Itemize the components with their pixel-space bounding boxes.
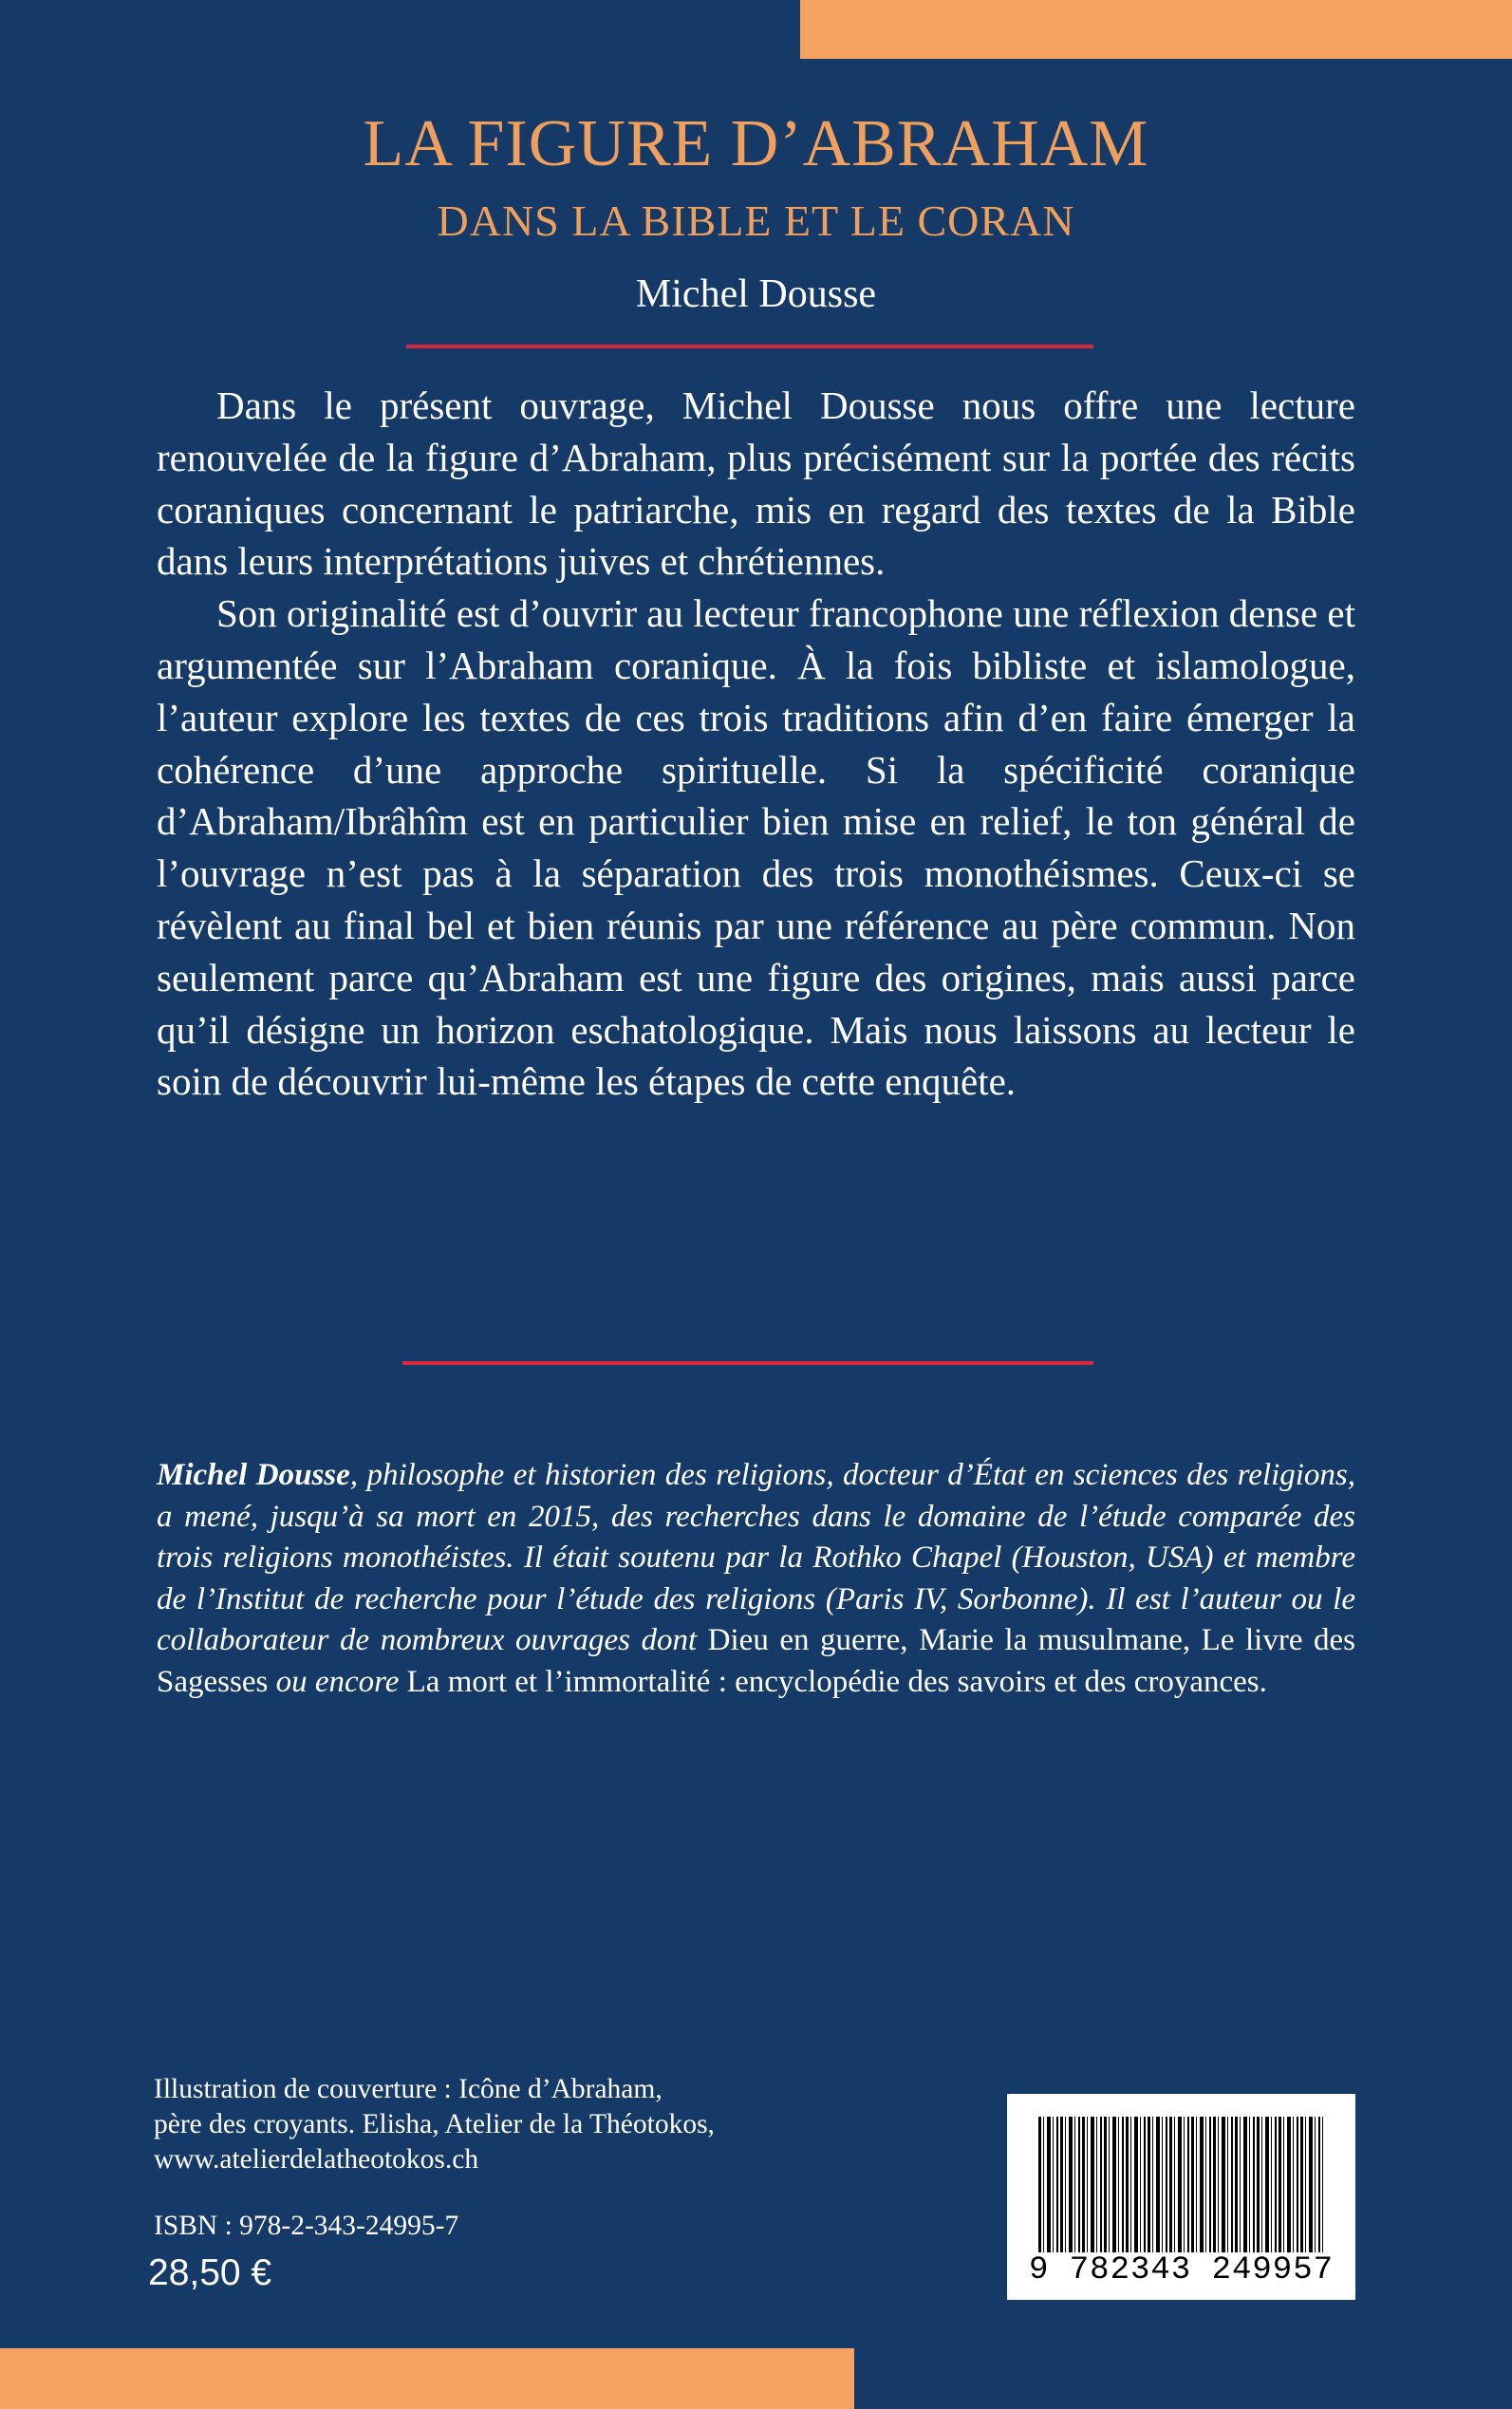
bottom-accent-bar <box>0 2348 854 2409</box>
bio-author-name: Michel Dousse <box>157 1458 350 1492</box>
barcode <box>1007 2094 1355 2300</box>
book-title: LA FIGURE D’ABRAHAM <box>363 107 1149 180</box>
red-divider-bottom <box>402 1361 1093 1365</box>
book-subtitle: DANS LA BIBLE ET LE CORAN <box>437 196 1075 245</box>
author-name: Michel Dousse <box>635 272 877 316</box>
bio-connector: ou encore <box>268 1664 407 1699</box>
price: 28,50 € <box>148 2252 272 2293</box>
bio-book-title: La mort et l’immortalité : encyclopédie des savoirs et des croyances <box>406 1664 1260 1699</box>
bio-end: . <box>1259 1664 1267 1699</box>
author-biography <box>157 1455 1355 1703</box>
credit-line: Illustration de couverture : Icône d’Abraham, <box>154 2074 663 2104</box>
blurb-paragraph: Dans le présent ouvrage, Michel Dousse nous offre une lecture renouvelée de la figure d’Abraham, plus précisément sur la portée des récits coraniques concernant le patriarche, mis en regard des textes de la Bible dans leurs interprétations juives et chrétiennes. <box>157 383 1355 584</box>
isbn: ISBN : 978-2-343-24995-7 <box>154 2211 459 2241</box>
bio-book-titles: Dieu en guerre, Marie la musulmane, Le livre des Sagesses <box>157 1623 1355 1699</box>
top-accent-bar <box>800 0 1512 59</box>
blurb-paragraph: Son originalité est d’ouvrir au lecteur francophone une réflexion dense et argumentée sur l’Abraham coranique. À la fois bibliste et islamologue, l’auteur explore les textes de ces trois traditions afin d’en faire émerger la cohérence d’une approche spirituelle. Si la spécificité coranique d’Abraham/Ibrâhîm est en particulier bien mise en relief, le ton général de l’ouvrage n’est pas à la séparation des trois monothéismes. Ceux-ci se révèlent au final bel et bien réunis par une référence au père commun. Non seulement parce qu’Abraham est une figure des origines, mais aussi parce qu’il désigne un horizon eschatologique. Mais nous laissons au lecteur le soin de découvrir lui-même les étapes de cette enquête. <box>157 591 1355 1104</box>
barcode-bars <box>1038 2117 1323 2252</box>
blurb <box>157 380 1355 1108</box>
credit-url: www.atelierdelatheotokos.ch <box>154 2144 479 2175</box>
credit-line: père des croyants. Elisha, Atelier de la Théotokos, <box>154 2109 715 2139</box>
cover-illustration-credit <box>154 2072 875 2177</box>
bio-text: , philosophe et historien des religions, docteur d’État en sciences des religions, a mené, jusqu’à sa mort en 2015, des recherches dans le domaine de l’étude comparée des trois religions monothéistes. Il était soutenu par la Rothko Chapel (Houston, USA) et membre de l’Institut de recherche pour l’étude des religions (Paris IV, Sorbonne). Il est l’auteur ou le collaborateur de nombreux ouvrages dont <box>157 1458 1356 1657</box>
barcode-digits: 9 782343 249957 <box>1028 2252 1335 2288</box>
red-divider-top <box>406 345 1093 348</box>
